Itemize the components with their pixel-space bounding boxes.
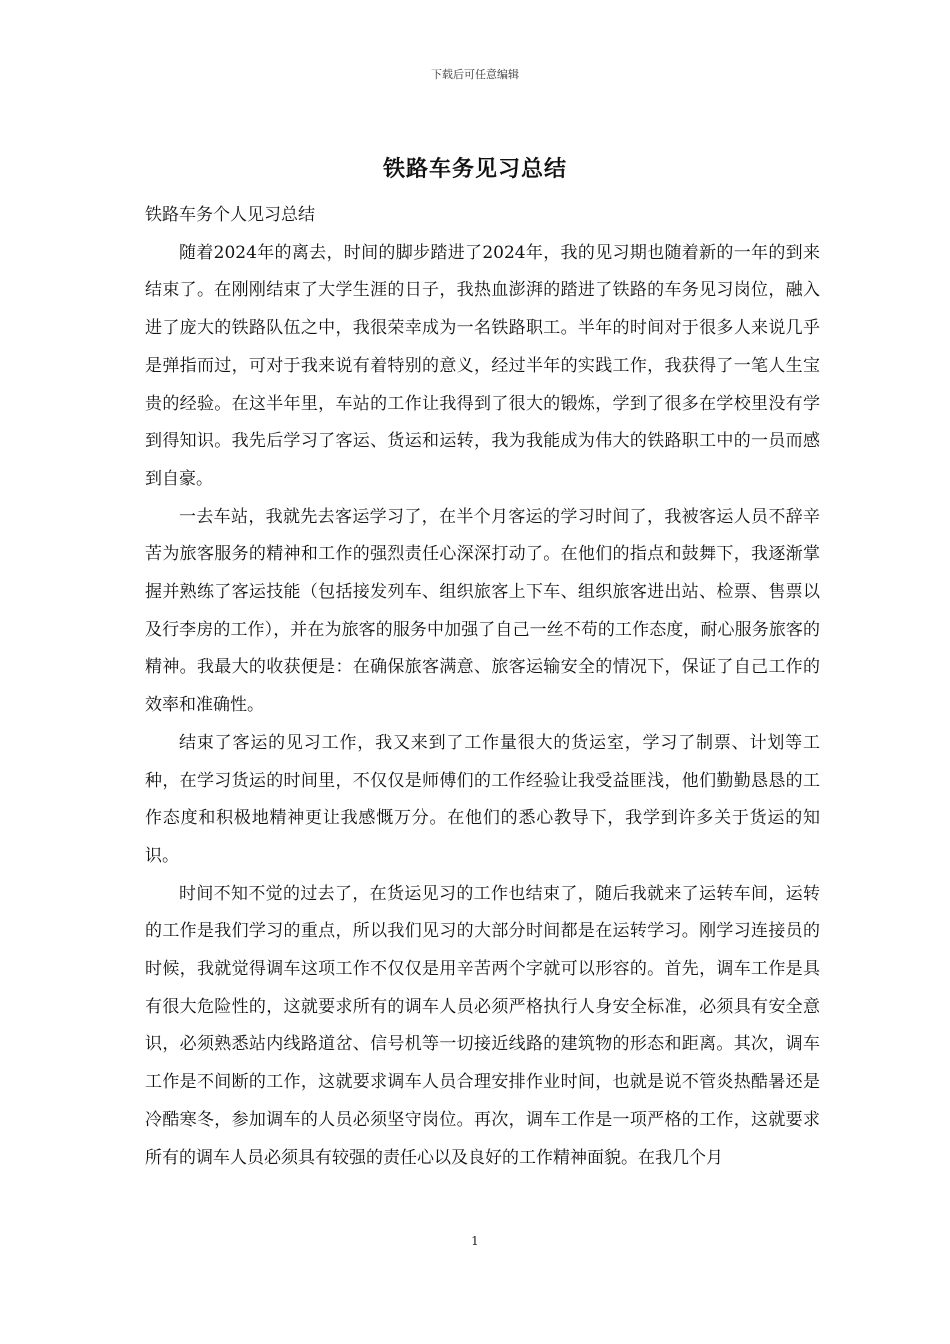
paragraph-3: 结束了客运的见习工作，我又来到了工作量很大的货运室，学习了制票、计划等工种，在学习货运的时间里，不仅仅是师傅们的工作经验让我受益匪浅，他们勤勤恳恳的工作态度和积极地精神更让我感慨万分。在他们的悉心教导下，我学到许多关于货运的知识。 [145, 732, 820, 866]
document-subtitle: 铁路车务个人见习总结 [145, 205, 315, 225]
page-header: 下载后可任意编辑 [431, 68, 519, 81]
paragraph-4: 时间不知不觉的过去了，在货运见习的工作也结束了，随后我就来了运转车间，运转的工作是我们学习的重点，所以我们见习的大部分时间都是在运转学习。刚学习连接员的时候，我就觉得调车这项工作不仅仅是用辛苦两个字就可以形容的。首先，调车工作是具有很大危险性的，这就要求所有的调车人员必须严格执行人身安全标准，必须具有安全意识，必须熟悉站内线路道岔、信号机等一切接近线路的建筑物的形态和距离。其次，调车工作是不间断的工作，这就要求调车人员合理安排作业时间，也就是说不管炎热酷暑还是冷酷寒冬，参加调车的人员必须坚守岗位。再次，调车工作是一项严格的工作，这就要求所有的调车人员必须具有较强的责任心以及良好的工作精神面貌。在我几个月 [145, 883, 820, 1168]
paragraph-2: 一去车站，我就先去客运学习了，在半个月客运的学习时间了，我被客运人员不辞辛苦为旅客服务的精神和工作的强烈责任心深深打动了。在他们的指点和鼓舞下，我逐渐掌握并熟练了客运技能（包括接发列车、组织旅客上下车、组织旅客进出站、检票、售票以及行李房的工作），并在为旅客的服务中加强了自己一丝不苟的工作态度，耐心服务旅客的精神。我最大的收获便是：在确保旅客满意、旅客运输安全的情况下，保证了自己工作的效率和准确性。 [145, 506, 820, 716]
document-body [145, 197, 820, 1177]
paragraph-1: 随着2024年的离去，时间的脚步踏进了2024年，我的见习期也随着新的一年的到来结束了。在刚刚结束了大学生涯的日子，我热血澎湃的踏进了铁路的车务见习岗位，融入进了庞大的铁路队伍之中，我很荣幸成为一名铁路职工。半年的时间对于很多人来说几乎是弹指而过，可对于我来说有着特别的意义，经过半年的实践工作，我获得了一笔人生宝贵的经验。在这半年里，车站的工作让我得到了很大的锻炼，学到了很多在学校里没有学到得知识。我先后学习了客运、货运和运转，我为我能成为伟大的铁路职工中的一员而感到自豪。 [145, 242, 820, 489]
page-number: 1 [471, 1234, 479, 1248]
document-title: 铁路车务见习总结 [382, 156, 567, 182]
